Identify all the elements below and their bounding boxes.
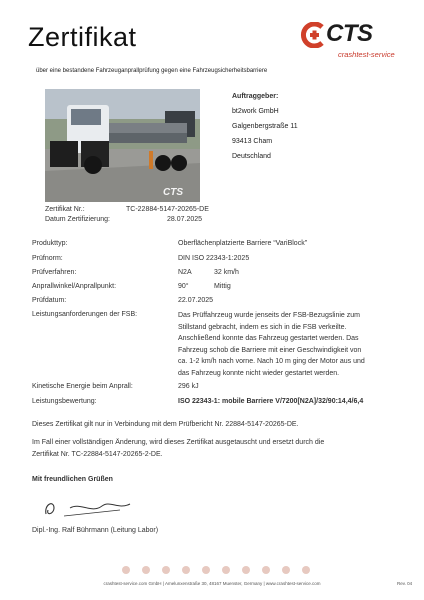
footer-address: crashtest-service.com GmbH | Amelunxenstraße 30, 48167 Muenster, Germany | www.crashtest-service.com <box>103 581 321 586</box>
note-replacement-number: Zertifikat Nr. TC-22884-5147-20265-2-DE. <box>32 451 163 458</box>
detail-value: N2A <box>178 269 192 276</box>
energy-value: 296 kJ <box>178 383 199 390</box>
rating-label: Leistungsbewertung: <box>32 398 97 405</box>
client-line: bt2work GmbH <box>232 108 279 115</box>
truck-barrier-image <box>45 89 200 202</box>
detail-value-secondary: Mittig <box>214 283 231 290</box>
detail-label: Prüfverfahren: <box>32 269 77 276</box>
decor-dot <box>122 566 130 574</box>
requirements-text <box>178 310 398 379</box>
test-photo <box>45 89 200 202</box>
detail-label: Produkttyp: <box>32 240 68 247</box>
detail-value: 22.07.2025 <box>178 297 214 304</box>
cts-logo <box>300 20 410 66</box>
requirements-line: ca. 1-2 km/h nach vorne. Nach 10 m ging der Motor aus und <box>178 358 365 365</box>
certification-date-value: 28.07.2025 <box>167 216 203 223</box>
certification-date-label: Datum Zertifizierung: <box>45 216 110 223</box>
detail-label: Prüfdatum: <box>32 297 67 304</box>
requirements-label: Leistungsanforderungen der FSB: <box>32 311 138 318</box>
decor-dot <box>242 566 250 574</box>
logo-subtext: crashtest-service <box>338 50 395 59</box>
requirements-line: Das Prüffahrzeug wurde jenseits der FSB-Bezugslinie zum <box>178 312 360 319</box>
client-line: Deutschland <box>232 153 271 160</box>
detail-label: Anprallwinkel/Anprallpunkt: <box>32 283 117 290</box>
certificate-number-label: Zertifikat Nr.: <box>45 206 85 213</box>
energy-label: Kinetische Energie beim Anprall: <box>32 383 133 390</box>
detail-label: Prüfnorm: <box>32 255 63 262</box>
decor-dot <box>282 566 290 574</box>
greeting: Mit freundlichen Grüßen <box>32 476 113 483</box>
note-report: Dieses Zertifikat gilt nur in Verbindung mit dem Prüfbericht Nr. 22884-5147-20265-DE. <box>32 421 299 428</box>
certificate-number-value: TC-22884-5147-20265-DE <box>126 206 209 213</box>
detail-value: Oberflächenplatzierte Barriere “VariBlock” <box>178 240 308 247</box>
client-block <box>232 89 298 164</box>
detail-value: 90° <box>178 283 189 290</box>
certificate-title: Zertifikat <box>28 22 137 52</box>
logo-text: CTS <box>326 20 373 47</box>
decor-dot <box>222 566 230 574</box>
client-line: 93413 Cham <box>232 138 273 145</box>
note-replacement: Im Fall einer vollständigen Änderung, wird dieses Zertifikat ausgetauscht und ersetzt durch die <box>32 439 325 446</box>
revision-label: Rev. 04 <box>397 581 413 586</box>
signatory: Dipl.-Ing. Ralf Bührmann (Leitung Labor) <box>32 527 159 534</box>
cts-logo-mark-icon <box>300 22 326 48</box>
client-line: Galgenbergstraße 11 <box>232 123 298 130</box>
detail-value: DIN ISO 22343-1:2025 <box>178 255 250 262</box>
decor-dot <box>142 566 150 574</box>
client-heading: Auftraggeber: <box>232 93 279 100</box>
requirements-line: das Fahrzeug konnte nicht wieder gestartet werden. <box>178 369 340 377</box>
detail-value-secondary: 32 km/h <box>214 269 239 276</box>
photo-watermark: CTS <box>163 187 183 198</box>
requirements-line: Stillstand gebracht, indem es sich in die FSB verkeilte. <box>178 323 347 331</box>
decor-dot <box>302 566 310 574</box>
signature <box>40 494 135 522</box>
decor-dot <box>182 566 190 574</box>
rating-value: ISO 22343-1: mobile Barriere V/7200[N2A]/32/90:14,4/6,4 <box>178 398 364 405</box>
requirements-line: Anschließend konnte das Fahrzeug gestartet werden. Das <box>178 335 359 342</box>
certificate-subtitle: über eine bestandene Fahrzeuganprallprüfung gegen eine Fahrzeugsicherheitsbarriere <box>36 68 268 74</box>
decor-dot <box>202 566 210 574</box>
decor-dot <box>262 566 270 574</box>
requirements-line: Fahrzeug schob die Barriere mit einer Geschwindigkeit von <box>178 346 362 354</box>
decor-dot <box>162 566 170 574</box>
